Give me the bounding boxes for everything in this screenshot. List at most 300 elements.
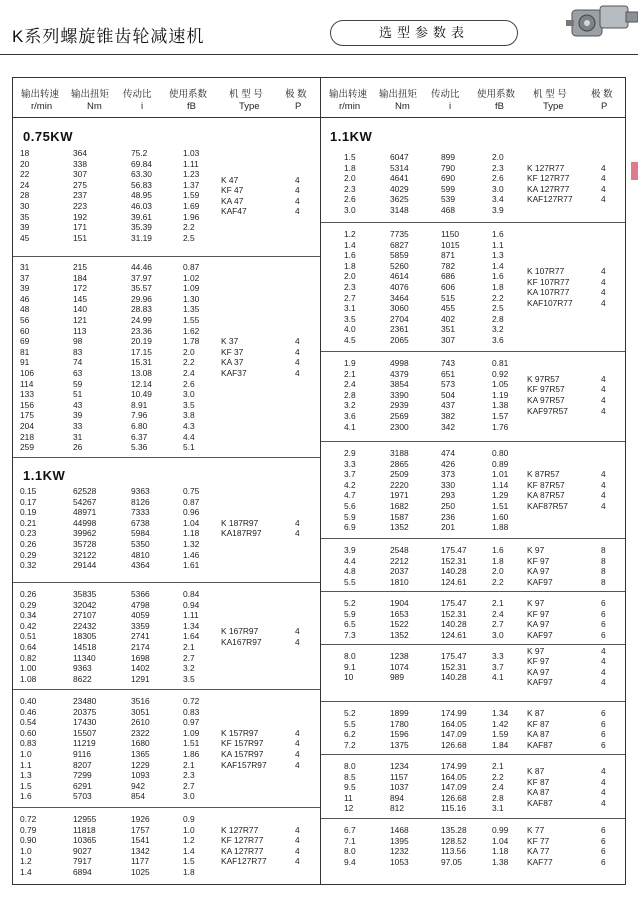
- model-row: [13, 206, 320, 217]
- service-factor-cell: 1.02: [183, 272, 200, 283]
- speed-cell: 5.6: [344, 500, 356, 511]
- ratio-cell: 10.49: [131, 389, 152, 400]
- ratio-cell: 1680: [131, 738, 150, 749]
- model-type: K 97: [527, 645, 545, 656]
- speed-cell: 6.2: [344, 729, 356, 740]
- service-factor-cell: 2.2: [183, 222, 195, 233]
- model-type: KAF47: [221, 206, 247, 217]
- model-poles: 4: [601, 787, 606, 798]
- service-factor-cell: 2.6: [183, 378, 195, 389]
- header-speed-unit: r/min: [31, 101, 53, 112]
- service-factor-cell: 1.11: [183, 158, 199, 169]
- torque-cell: 1653: [390, 608, 409, 619]
- model-row: [13, 528, 320, 539]
- torque-cell: 35835: [73, 589, 97, 599]
- service-factor-cell: 3.2: [492, 324, 504, 335]
- model-row: [321, 480, 625, 491]
- ratio-cell: 48.95: [131, 190, 152, 201]
- model-row: [13, 518, 320, 529]
- service-factor-cell: 2.5: [492, 303, 504, 314]
- torque-cell: 14518: [73, 641, 97, 652]
- ratio-cell: 1229: [131, 759, 150, 770]
- model-row: [13, 825, 320, 836]
- model-type: K 77: [527, 825, 545, 835]
- service-factor-cell: 2.1: [492, 598, 504, 608]
- torque-cell: 8207: [73, 759, 92, 770]
- service-factor-cell: 1.57: [492, 410, 509, 421]
- speed-cell: 259: [20, 442, 34, 453]
- service-factor-cell: 1.14: [492, 479, 509, 490]
- speed-cell: 0.40: [20, 696, 37, 706]
- header-speed-unit: r/min: [339, 101, 361, 112]
- service-factor-cell: 1.96: [183, 211, 200, 222]
- speed-cell: 0.23: [20, 528, 37, 539]
- service-factor-cell: 1.42: [492, 718, 509, 729]
- speed-cell: 81: [20, 346, 30, 357]
- service-factor-cell: 2.6: [492, 173, 504, 184]
- model-type: KAF97: [527, 629, 553, 640]
- model-poles: 4: [601, 297, 606, 308]
- ratio-cell: 140.28: [441, 566, 467, 577]
- service-factor-cell: 2.3: [492, 162, 504, 173]
- model-poles: 6: [601, 825, 606, 835]
- speed-cell: 5.9: [344, 608, 356, 619]
- speed-cell: 2.0: [344, 271, 356, 282]
- service-factor-cell: 1.18: [183, 528, 200, 539]
- speed-cell: 5.2: [344, 598, 356, 608]
- model-row: [321, 619, 625, 630]
- model-poles: 4: [601, 173, 606, 184]
- header-speed: 输出转速: [21, 89, 60, 100]
- model-poles: 6: [601, 856, 606, 867]
- torque-cell: 5859: [390, 250, 409, 261]
- header-torque-unit: Nm: [87, 101, 102, 112]
- service-factor-cell: 2.7: [492, 619, 504, 630]
- ratio-cell: 790: [441, 162, 455, 173]
- service-factor-cell: 1.37: [183, 179, 200, 190]
- torque-cell: 215: [73, 262, 87, 272]
- torque-cell: 6047: [390, 152, 409, 162]
- model-row: [321, 719, 625, 730]
- torque-cell: 3188: [390, 448, 409, 458]
- speed-cell: 4.4: [344, 555, 356, 566]
- service-factor-cell: 1.61: [183, 560, 200, 571]
- torque-cell: 184: [73, 272, 87, 283]
- ratio-cell: 20.19: [131, 336, 152, 347]
- ratio-cell: 124.61: [441, 629, 467, 640]
- service-factor-cell: 1.1: [492, 239, 504, 250]
- speed-cell: 2.8: [344, 389, 356, 400]
- speed-cell: 0.90: [20, 835, 37, 846]
- torque-cell: 5314: [390, 162, 409, 173]
- speed-cell: 3.5: [344, 313, 356, 324]
- service-factor-cell: 3.0: [183, 791, 195, 802]
- speed-cell: 1.5: [344, 152, 356, 162]
- model-poles: 4: [601, 500, 606, 511]
- speed-cell: 46: [20, 293, 30, 304]
- service-factor-cell: 2.3: [183, 770, 195, 781]
- model-poles: 6: [601, 729, 606, 740]
- torque-cell: 338: [73, 158, 87, 169]
- model-poles: 4: [601, 384, 606, 395]
- speed-cell: 45: [20, 232, 30, 243]
- model-poles: 6: [601, 619, 606, 630]
- torque-cell: 22432: [73, 620, 97, 631]
- header-service-unit: fB: [495, 101, 504, 112]
- speed-cell: 24: [20, 179, 30, 190]
- service-factor-cell: 3.8: [183, 410, 195, 421]
- model-poles: 4: [295, 748, 300, 759]
- model-type: KF 97: [527, 608, 550, 619]
- service-factor-cell: 1.0: [183, 824, 195, 835]
- service-factor-cell: 1.5: [183, 856, 195, 867]
- model-row: [321, 577, 625, 588]
- speed-cell: 156: [20, 399, 34, 410]
- speed-cell: 6.9: [344, 522, 356, 533]
- service-factor-cell: 1.29: [492, 490, 509, 501]
- speed-cell: 0.42: [20, 620, 37, 631]
- ratio-cell: 899: [441, 152, 455, 162]
- model-poles: 4: [295, 195, 300, 206]
- service-factor-cell: 0.96: [183, 507, 200, 518]
- ratio-cell: 2741: [131, 631, 150, 642]
- model-poles: 4: [295, 517, 300, 528]
- speed-cell: 8.5: [344, 771, 356, 782]
- model-type: KAF107R77: [527, 297, 573, 308]
- speed-cell: 2.1: [344, 368, 356, 379]
- ratio-cell: 854: [131, 791, 145, 802]
- ratio-cell: 174.99: [441, 708, 467, 718]
- speed-cell: 69: [20, 336, 30, 347]
- model-list: [13, 175, 320, 217]
- torque-cell: 54267: [73, 496, 97, 507]
- ratio-cell: 175.47: [441, 545, 467, 555]
- speed-cell: 1.8: [344, 162, 356, 173]
- model-row: [321, 490, 625, 501]
- speed-cell: 1.00: [20, 663, 37, 674]
- speed-cell: 1.0: [20, 845, 32, 856]
- ratio-cell: 307: [441, 334, 455, 345]
- service-factor-cell: 3.9: [492, 204, 504, 215]
- speed-cell: 1.0: [20, 748, 32, 759]
- model-type: KAF87: [527, 798, 553, 809]
- speed-cell: 8.0: [344, 846, 356, 857]
- torque-cell: 151: [73, 232, 87, 243]
- service-factor-cell: 1.6: [492, 229, 504, 239]
- speed-cell: 9.4: [344, 856, 356, 867]
- ratio-cell: 437: [441, 400, 455, 411]
- model-type: K 97: [527, 598, 545, 608]
- service-factor-cell: 3.3: [492, 651, 504, 661]
- service-factor-cell: 0.97: [183, 717, 200, 728]
- service-factor-cell: 4.4: [183, 431, 195, 442]
- ratio-cell: 690: [441, 173, 455, 184]
- torque-cell: 3148: [390, 204, 409, 215]
- torque-cell: 7735: [390, 229, 409, 239]
- torque-cell: 7917: [73, 856, 92, 867]
- ratio-cell: 3516: [131, 696, 150, 706]
- ratio-cell: 2322: [131, 727, 150, 738]
- ratio-cell: 8126: [131, 496, 150, 507]
- model-type: KAF77: [527, 856, 553, 867]
- service-factor-cell: 1.51: [183, 738, 200, 749]
- speed-cell: 0.17: [20, 496, 37, 507]
- ratio-cell: 351: [441, 324, 455, 335]
- service-factor-cell: 3.5: [183, 673, 195, 684]
- model-row: [321, 857, 625, 868]
- ratio-cell: 2610: [131, 717, 150, 728]
- model-type: KA 157R97: [221, 748, 264, 759]
- service-factor-cell: 1.04: [183, 517, 200, 528]
- model-row: [13, 196, 320, 207]
- right-group-1: [321, 222, 625, 351]
- service-factor-cell: 1.18: [492, 846, 509, 857]
- model-type: KA187R97: [221, 528, 262, 539]
- service-factor-cell: 1.23: [183, 169, 200, 180]
- ratio-cell: 113.56: [441, 846, 466, 857]
- model-poles: 4: [295, 835, 300, 846]
- torque-cell: 2065: [390, 334, 409, 345]
- ratio-cell: 1150: [441, 229, 460, 239]
- ratio-cell: 201: [441, 522, 455, 533]
- service-factor-cell: 1.6: [492, 545, 504, 555]
- torque-cell: 83: [73, 346, 83, 357]
- torque-cell: 31: [73, 431, 83, 442]
- model-row: [321, 729, 625, 740]
- torque-cell: 121: [73, 314, 87, 325]
- torque-cell: 1157: [390, 771, 409, 782]
- header-divider: [0, 54, 638, 55]
- torque-cell: 3060: [390, 303, 409, 314]
- model-row: [321, 787, 625, 798]
- ratio-cell: 250: [441, 500, 455, 511]
- service-factor-cell: 1.6: [492, 271, 504, 282]
- service-factor-cell: 2.4: [183, 367, 195, 378]
- torque-cell: 33: [73, 420, 83, 431]
- torque-cell: 35728: [73, 538, 97, 549]
- service-factor-cell: 2.0: [183, 346, 195, 357]
- ratio-cell: 1402: [131, 663, 150, 674]
- model-type: K 97: [527, 545, 545, 555]
- service-factor-cell: 2.0: [492, 566, 504, 577]
- left-group-1: [13, 256, 320, 457]
- model-row: [13, 835, 320, 846]
- speed-cell: 4.5: [344, 334, 356, 345]
- torque-cell: 63: [73, 367, 83, 378]
- ratio-cell: 135.28: [441, 825, 467, 835]
- ratio-cell: 782: [441, 260, 455, 271]
- ratio-cell: 382: [441, 410, 455, 421]
- header-ratio: 传动比: [123, 89, 152, 100]
- ratio-cell: 1025: [131, 866, 150, 877]
- speed-cell: 60: [20, 325, 30, 336]
- model-poles: 6: [601, 739, 606, 750]
- service-factor-cell: 1.8: [492, 555, 504, 566]
- right-table-header: [321, 77, 625, 118]
- model-type: KF 127R77: [221, 835, 264, 846]
- model-poles: 4: [601, 405, 606, 416]
- torque-cell: 15507: [73, 727, 97, 738]
- model-type: K 157R97: [221, 727, 259, 738]
- speed-cell: 3.2: [344, 400, 356, 411]
- model-type: KAF127R77: [527, 194, 573, 205]
- ratio-cell: 56.83: [131, 179, 152, 190]
- model-row: [13, 738, 320, 749]
- torque-cell: 1238: [390, 651, 409, 661]
- torque-cell: 4614: [390, 271, 409, 282]
- ratio-cell: 5.36: [131, 442, 148, 453]
- torque-cell: 7299: [73, 770, 92, 781]
- left-table-header: [13, 77, 320, 118]
- right-group-5: [321, 591, 625, 644]
- ratio-cell: 6.37: [131, 431, 148, 442]
- model-row: [321, 777, 625, 788]
- torque-cell: 1971: [390, 490, 409, 501]
- torque-cell: 237: [73, 190, 87, 201]
- speed-cell: 0.32: [20, 560, 37, 571]
- model-poles: 4: [295, 346, 300, 357]
- speed-cell: 2.4: [344, 379, 356, 390]
- model-poles: 4: [295, 185, 300, 196]
- speed-cell: 3.9: [344, 545, 356, 555]
- model-type: KAF127R77: [221, 856, 267, 867]
- speed-cell: 0.19: [20, 507, 37, 518]
- model-poles: 4: [601, 287, 606, 298]
- right-group-3: [321, 441, 625, 538]
- service-factor-cell: 1.32: [183, 538, 200, 549]
- ratio-cell: 115.16: [441, 803, 466, 814]
- speed-cell: 0.15: [20, 486, 37, 496]
- header-poles-unit: P: [295, 101, 302, 112]
- model-row: [13, 856, 320, 867]
- header-torque-unit: Nm: [395, 101, 410, 112]
- speed-cell: 0.26: [20, 589, 37, 599]
- torque-cell: 6291: [73, 780, 92, 791]
- ratio-cell: 23.36: [131, 325, 152, 336]
- service-factor-cell: 1.03: [183, 148, 200, 158]
- speed-cell: 204: [20, 420, 34, 431]
- ratio-cell: 174.99: [441, 761, 467, 771]
- model-type: KF 37: [221, 346, 244, 357]
- service-factor-cell: 1.60: [492, 511, 509, 522]
- model-row: [321, 846, 625, 857]
- ratio-cell: 1698: [131, 652, 150, 663]
- service-factor-cell: 1.09: [183, 283, 200, 294]
- speed-cell: 7.1: [344, 835, 356, 846]
- model-poles: 4: [295, 206, 300, 217]
- speed-cell: 8.0: [344, 761, 356, 771]
- model-type: KA 97: [527, 666, 550, 677]
- torque-cell: 59: [73, 378, 83, 389]
- speed-cell: 1.8: [344, 260, 356, 271]
- model-row: [13, 336, 320, 347]
- service-factor-cell: 1.8: [183, 866, 195, 877]
- torque-cell: 1596: [390, 729, 409, 740]
- ratio-cell: 126.68: [441, 792, 467, 803]
- model-row: [321, 501, 625, 512]
- torque-cell: 29144: [73, 560, 97, 571]
- ratio-cell: 69.84: [131, 158, 152, 169]
- speed-cell: 1.6: [344, 250, 356, 261]
- model-poles: 6: [601, 718, 606, 729]
- service-factor-cell: 1.59: [183, 190, 200, 201]
- header-service-unit: fB: [187, 101, 196, 112]
- header-ratio-unit: i: [141, 101, 144, 112]
- service-factor-cell: 0.99: [492, 825, 509, 835]
- ratio-cell: 606: [441, 281, 455, 292]
- service-factor-cell: 1.05: [492, 379, 509, 390]
- ratio-cell: 1093: [131, 770, 150, 781]
- right-group-4: [321, 538, 625, 591]
- service-factor-cell: 0.87: [183, 496, 200, 507]
- service-factor-cell: 2.8: [492, 313, 504, 324]
- ratio-cell: 44.46: [131, 262, 152, 272]
- service-factor-cell: 0.75: [183, 486, 200, 496]
- model-list: [321, 266, 625, 308]
- speed-cell: 30: [20, 200, 30, 211]
- torque-cell: 364: [73, 148, 87, 158]
- service-factor-cell: 1.2: [183, 835, 195, 846]
- model-row: [13, 357, 320, 368]
- model-poles: 4: [601, 162, 606, 173]
- speed-cell: 5.5: [344, 576, 356, 587]
- speed-cell: 0.29: [20, 599, 37, 610]
- model-poles: 8: [601, 545, 606, 555]
- service-factor-cell: 0.89: [492, 458, 509, 469]
- ratio-cell: 1177: [131, 856, 150, 867]
- torque-cell: 1234: [390, 761, 409, 771]
- service-factor-cell: 1.84: [492, 739, 509, 750]
- speed-cell: 3.0: [344, 204, 356, 215]
- torque-cell: 1053: [390, 856, 409, 867]
- ratio-cell: 3359: [131, 620, 150, 631]
- model-row: [13, 175, 320, 186]
- model-row: [321, 740, 625, 751]
- ratio-cell: 152.31: [441, 661, 467, 672]
- speed-cell: 0.54: [20, 717, 37, 728]
- torque-cell: 172: [73, 283, 87, 294]
- torque-cell: 4076: [390, 281, 409, 292]
- torque-cell: 3390: [390, 389, 409, 400]
- speed-cell: 1.2: [344, 229, 356, 239]
- service-factor-cell: 1.35: [183, 304, 200, 315]
- ratio-cell: 515: [441, 292, 455, 303]
- model-list: [321, 825, 625, 867]
- torque-cell: 2865: [390, 458, 409, 469]
- model-row: [321, 656, 625, 667]
- service-factor-cell: 2.4: [492, 608, 504, 619]
- torque-cell: 2300: [390, 421, 409, 432]
- ratio-cell: 164.05: [441, 718, 467, 729]
- model-type: KF 97: [527, 656, 550, 667]
- model-row: [321, 406, 625, 417]
- service-factor-cell: 2.5: [183, 232, 195, 243]
- service-factor-cell: 0.94: [183, 599, 200, 610]
- model-list: [13, 518, 320, 539]
- model-poles: 4: [601, 194, 606, 205]
- speed-cell: 48: [20, 304, 30, 315]
- ratio-cell: 573: [441, 379, 455, 390]
- model-row: [321, 469, 625, 480]
- header-speed: 输出转速: [329, 89, 368, 100]
- speed-cell: 2.6: [344, 194, 356, 205]
- speed-cell: 2.0: [344, 173, 356, 184]
- power-heading: 1.1KW: [330, 129, 373, 144]
- speed-cell: 3.6: [344, 410, 356, 421]
- model-poles: 4: [601, 395, 606, 406]
- speed-cell: 35: [20, 211, 30, 222]
- model-type: K 47: [221, 174, 239, 185]
